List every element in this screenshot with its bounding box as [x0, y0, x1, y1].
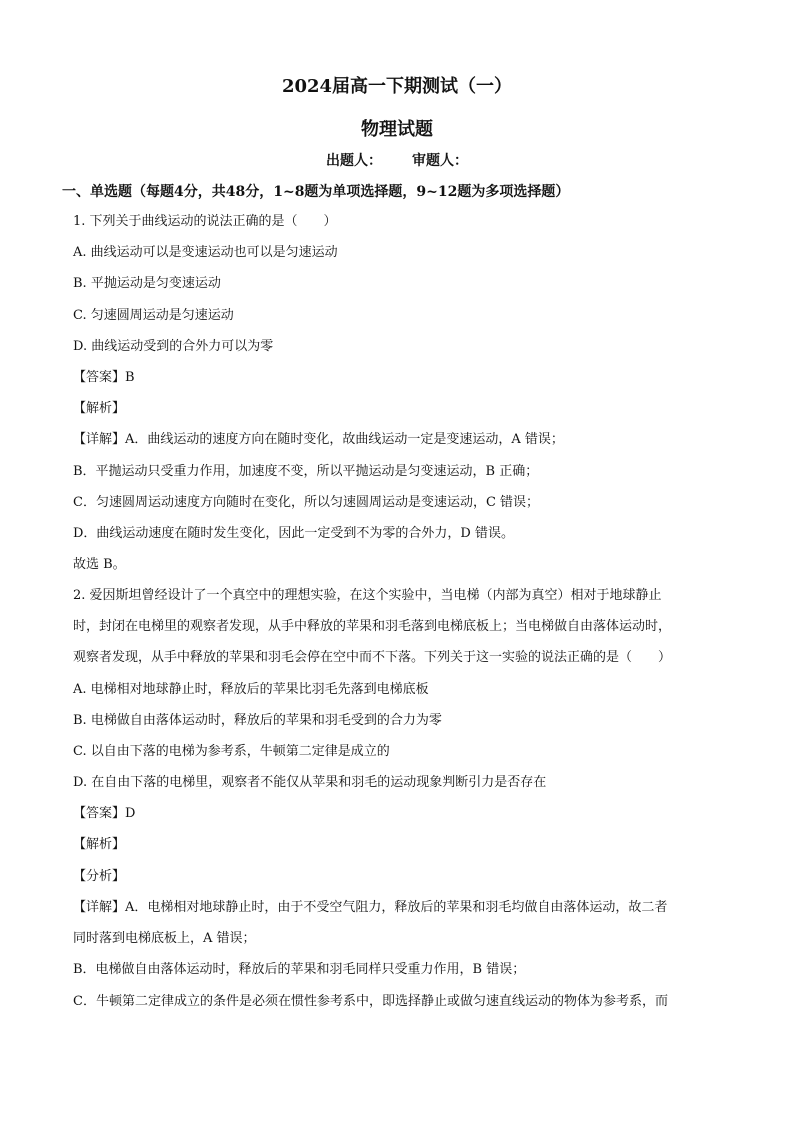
q2-option-d: D. 在自由下落的电梯里，观察者不能仅从苹果和羽毛的运动现象判断引力是否存在 — [73, 775, 547, 790]
q1-stem: 1. 下列关于曲线运动的说法正确的是（ ） — [73, 214, 337, 229]
q2-option-b: B. 电梯做自由落体运动时，释放后的苹果和羽毛受到的合力为零 — [73, 713, 442, 728]
q1-detail-line: B．平抛运动只受重力作用，加速度不变，所以平抛运动是匀变速运动，B 正确； — [73, 464, 539, 479]
q2-detail-line: C．牛顿第二定律成立的条件是必须在惯性参考系中，即选择静止或做匀速直线运动的物体为参考系，而 — [73, 994, 668, 1009]
q2-detail-line: 同时落到电梯底板上，A 错误； — [73, 931, 256, 946]
q1-conclusion: 故选 B。 — [73, 557, 126, 572]
q1-option-b: B. 平抛运动是匀变速运动 — [73, 276, 221, 291]
q1-analysis-tag: 【解析】 — [73, 401, 126, 416]
q2-option-a: A. 电梯相对地球静止时，释放后的苹果比羽毛先落到电梯底板 — [73, 682, 429, 697]
q1-detail-line: 【详解】A．曲线运动的速度方向在随时变化，故曲线运动一定是变速运动，A 错误； — [73, 432, 564, 447]
exam-title: 2024届高一下期测试（一） — [281, 76, 513, 97]
q1-option-a: A. 曲线运动可以是变速运动也可以是匀速运动 — [73, 245, 338, 260]
q2-option-c: C. 以自由下落的电梯为参考系，牛顿第二定律是成立的 — [73, 744, 390, 759]
reviewer-label: 审题人： — [412, 153, 468, 169]
q1-detail-line: D．曲线运动速度在随时发生变化，因此一定受到不为零的合外力，D 错误。 — [73, 526, 514, 541]
q2-detail-line: B．电梯做自由落体运动时，释放后的苹果和羽毛同样只受重力作用，B 错误； — [73, 962, 526, 977]
q2-fenxi-tag: 【分析】 — [73, 869, 126, 884]
q1-answer: 【答案】B — [73, 370, 135, 385]
exam-subtitle: 物理试题 — [361, 119, 433, 140]
q2-stem-line: 观察者发现，从手中释放的苹果和羽毛会停在空中而不下落。下列关于这一实验的说法正确的是（ ） — [73, 650, 672, 665]
q2-stem-line: 时，封闭在电梯里的观察者发现，从手中释放的苹果和羽毛落到电梯底板上；当电梯做自由落体运动时， — [73, 619, 672, 634]
section-heading: 一、单选题（每题4分，共48分，1~8题为单项选择题，9~12题为多项选择题） — [62, 184, 570, 200]
q2-answer: 【答案】D — [73, 806, 136, 821]
q1-option-c: C. 匀速圆周运动是匀速运动 — [73, 308, 234, 323]
q2-detail-line: 【详解】A．电梯相对地球静止时，由于不受空气阻力，释放后的苹果和羽毛均做自由落体运动，故二者 — [73, 900, 668, 915]
q1-option-d: D. 曲线运动受到的合外力可以为零 — [73, 339, 274, 354]
authors-line — [0, 150, 794, 170]
q1-detail-line: C．匀速圆周运动速度方向随时在变化，所以匀速圆周运动是变速运动，C 错误； — [73, 495, 540, 510]
q2-stem-line: 2. 爱因斯坦曾经设计了一个真空中的理想实验，在这个实验中，当电梯（内部为真空）相对于地球静止 — [73, 588, 662, 603]
setter-label: 出题人： — [326, 153, 382, 169]
q2-analysis-tag: 【解析】 — [73, 837, 126, 852]
